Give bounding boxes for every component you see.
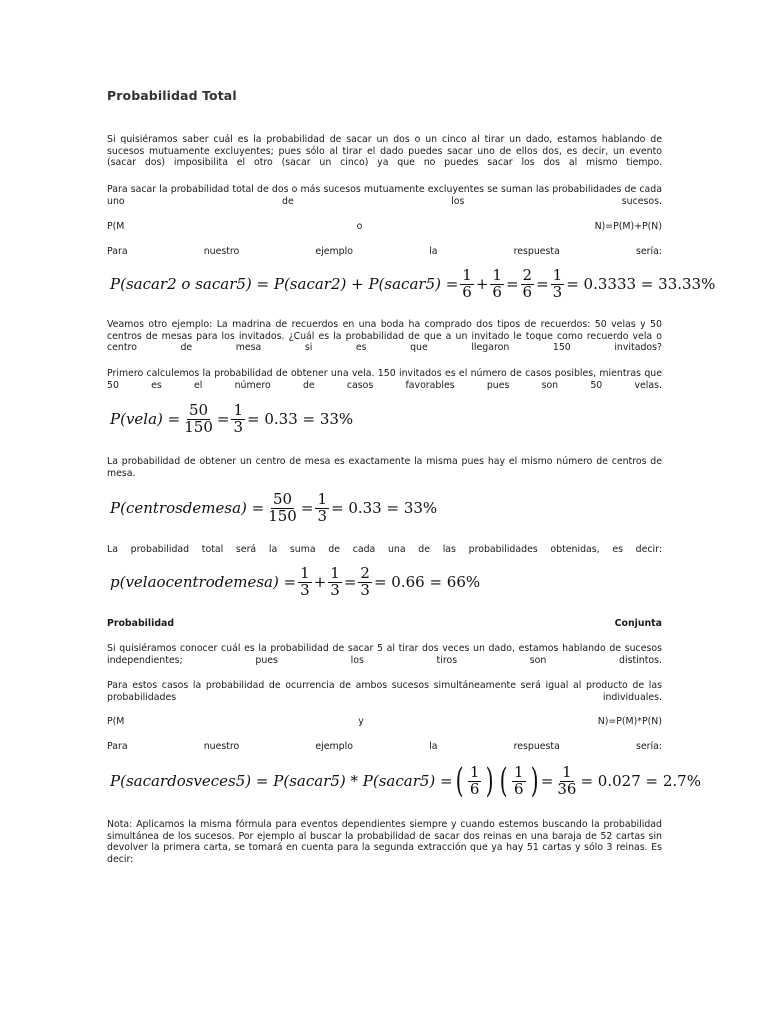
eq-result: = 0.66 = 66% [373,573,481,592]
formula-mid: y [358,716,364,727]
word: ejemplo [315,246,353,257]
eq-result: = 0.027 = 2.7% [580,772,701,790]
example-line-1 [107,246,662,258]
heading-right: Conjunta [614,618,662,629]
eq-lhs: P(sacardosveces5) = P(sacar5) * P(sacar5) = [110,772,453,790]
fraction: $\frac{1}{6}$ [513,762,524,798]
paragraph-total-rule: Para sacar la probabilidad total de dos o más sucesos mutuamente excluyentes se suman las probabilidades de cada uno de los sucesos. [107,184,662,207]
fraction: $\frac{50}{150}$ [268,490,297,525]
fraction: $\frac{2}{6}$ [522,266,533,301]
paragraph-conjunta-intro: Si quisiéramos conocer cuál es la probabilidad de sacar 5 al tirar dos veces un dado, estamos hablando de sucesos independientes; pues los tiros son distintos. [107,643,662,666]
word: sería: [635,246,662,257]
formula-conjunta [107,716,662,728]
fraction: $\frac{1}{3}$ [300,564,310,599]
fraction: $\frac{1}{6}$ [469,762,480,798]
word: sería: [635,741,662,752]
paragraph-nota: Nota: Aplicamos la misma fórmula para eventos dependientes siempre y cuando estemos buscando la probabilidad simultánea de los sucesos. Por ejemplo al buscar la probabilidad de sacar dos reinas en una baraja de 52 cartas sin devolver la primera carta, se tomará en cuenta para la segunda extracción que ya hay 51 cartas y sólo 3 reinas. Es decir: [107,819,662,865]
fraction: $\frac{1}{6}$ [492,266,502,301]
eq-result: = 0.3333 = 33.33% [566,275,716,294]
word: ejemplo [315,741,353,752]
formula-mid: o [356,221,363,232]
formula-left: P(M [107,221,125,232]
word: la [429,246,438,257]
word: nuestro [203,741,240,752]
equation-centro: P(centrosdemesa) = $\frac{50}{150}$ = $\frac{1}{3}$ = 0.33 = 33% [110,490,438,525]
example-line-2 [107,741,662,753]
eq-result: = 0.33 = 33% [330,499,438,518]
formula-total [107,221,662,233]
paragraph-example-2: Veamos otro ejemplo: La madrina de recuerdos en una boda ha comprado dos tipos de recuerdos: 50 velas y 50 centros de mesas para los invitados. ¿Cuál es la probabilidad de que a un invitado le toque como recuerdo vela o centro de mesa si es que llegaron 150 invitados? [107,319,662,354]
eq-lhs: p(velaocentrodemesa) = [110,573,297,592]
eq-lhs: P(centrosdemesa) = [110,499,265,518]
fraction: $\frac{1}{6}$ [462,266,472,301]
fraction: $\frac{1}{3}$ [330,564,340,599]
fraction: $\frac{1}{36}$ [557,762,577,798]
paragraph-conjunta-rule: Para estos casos la probabilidad de ocurrencia de ambos sucesos simultáneamente será igual al producto de las probabilidades individuales. [107,680,662,703]
formula-right: N)=P(M)*P(N) [597,716,662,727]
paragraph-vela: Primero calculemos la probabilidad de obtener una vela. 150 invitados es el número de casos posibles, mientras que 50 es el número de casos favorables pues son 50 velas. [107,368,662,391]
eq-lhs: P(vela) = [110,410,181,429]
page-title: Probabilidad Total [107,88,237,103]
fraction: $\frac{50}{150}$ [184,401,213,436]
fraction: $\frac{1}{3}$ [233,401,243,436]
paragraph-total: La probabilidad total será la suma de cada una de las probabilidades obtenidas, es decir: [107,544,662,555]
eq-lhs: P(sacar2 o sacar5) = P(sacar2) + P(sacar5) = [110,275,459,294]
heading-left: Probabilidad [107,618,175,629]
word: respuesta [513,741,560,752]
equation-total: p(velaocentrodemesa) = $\frac{1}{3}$ + $\frac{1}{3}$ = $\frac{2}{3}$ = 0.66 = 66% [110,564,481,599]
fraction: $\frac{2}{3}$ [360,564,370,599]
paragraph-centro: La probabilidad de obtener un centro de mesa es exactamente la misma pues hay el mismo número de centros de mesa. [107,456,662,479]
word: nuestro [203,246,240,257]
word: Para [107,741,128,752]
word: la [429,741,438,752]
word: Para [107,246,128,257]
equation-conjunta: P(sacardosveces5) = P(sacar5) * P(sacar5) = ( $\frac{1}{6}$ ) ( $\frac{1}{6}$ ) = $\frac{1}{36}$ = 0.027 = 2.7% [110,761,701,801]
formula-right: N)=P(M)+P(N) [594,221,662,232]
word: respuesta [513,246,560,257]
equation-dice-sum: P(sacar2 o sacar5) = P(sacar2) + P(sacar5) = $\frac{1}{6}$ + $\frac{1}{6}$ = $\frac{2}{6}$ = $\frac{1}{3}$ = 0.3333 = 33.33% [110,266,716,301]
paragraph-intro: Si quisiéramos saber cuál es la probabilidad de sacar un dos o un cinco al tirar un dado, estamos hablando de sucesos mutuamente excluyentes; pues sólo al tirar el dado puedes sacar uno de ellos dos, es decir, un evento (sacar dos) imposibilita el otro (sacar un cinco) ya que no puedes sacar los dos al mismo tiempo. [107,134,662,169]
fraction: $\frac{1}{3}$ [552,266,563,301]
formula-left: P(M [107,716,125,727]
eq-result: = 0.33 = 33% [247,410,354,429]
section-heading-conjunta [107,618,662,630]
fraction: $\frac{1}{3}$ [317,490,327,525]
equation-vela: P(vela) = $\frac{50}{150}$ = $\frac{1}{3}$ = 0.33 = 33% [110,401,354,436]
